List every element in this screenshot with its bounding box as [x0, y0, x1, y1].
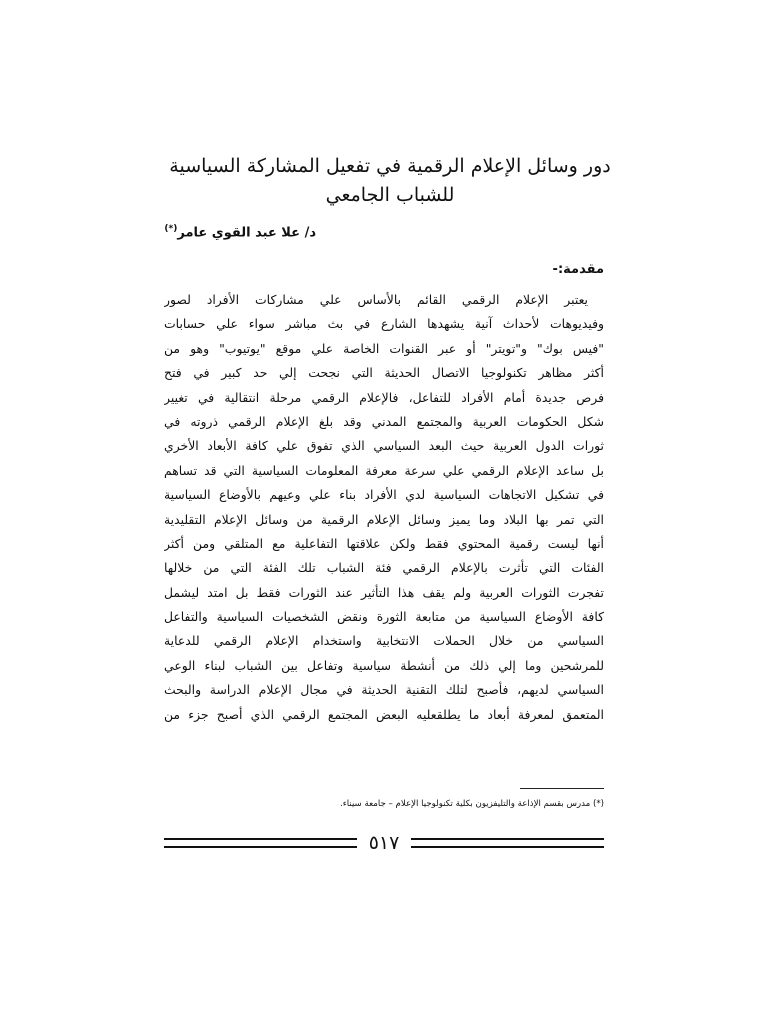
body-line: كافة الأوضاع السياسية من متابعة الثورة ونقض الشخصيات السياسية والتفاعل [164, 609, 604, 625]
body-line: ثورات الدول العربية حيث البعد السياسي الذي تفوق علي كافة الأبعاد الأخري [164, 438, 604, 454]
title-line-1: دور وسائل الإعلام الرقمية في تفعيل المشاركة السياسية [169, 155, 611, 177]
body-line: في تشكيل الاتجاهات السياسية لدي الأفراد بناء علي وعيهم بالأوضاع السياسية [164, 487, 604, 503]
body-line: وفيديوهات لأحداث آنية يشهدها الشارع في بث مباشر سواء علي حسابات [164, 316, 604, 332]
body-line: شكل الحكومات العربية والمجتمع المدني وقد بلغ الإعلام الرقمي ذروته في [164, 413, 604, 429]
body-line: فرص جديدة أمام الأفراد للتفاعل، فالإعلام الرقمي مرحلة انتقالية في تغيير [164, 389, 604, 405]
body-line: المتعمق لمعرفة أبعاد ما يطلقعليه البعض المجتمع الرقمي الذي أصبح جزء من [164, 706, 604, 722]
author-name [164, 224, 316, 240]
body-line: التي تمر بها البلاد وما يميز وسائل الإعلام الرقمية من وسائل الإعلام التقليدية [164, 511, 604, 527]
body-line: السياسي لديهم، فأصبح لتلك التقنية الحديثة في مجال الإعلام الدراسة والبحث [164, 682, 604, 698]
article-title [150, 152, 630, 210]
body-line: بل ساعد الإعلام الرقمي علي سرعة معرفة المعلومات السياسية التي قد تساهم [164, 462, 604, 478]
page-number-left-rule [164, 838, 357, 848]
body-line: السياسي من خلال الحملات الانتخابية واستخدام الإعلام الرقمي للدعاية [164, 633, 604, 649]
page-number-right-rule [411, 838, 604, 848]
body-line: أكثر مظاهر تكنولوجيا الاتصال الحديثة التي نجحت إلي حد كبير في فتح [164, 365, 604, 381]
body-line: أنها ليست رقمية المحتوي فقط ولكن علاقتها التفاعلية مع المتلقي ومن أكثر [164, 535, 604, 551]
footnote-text: (*) مدرس بقسم الإذاعة والتليفزيون بكلية تكنولوجيا الإعلام – جامعة سيناء. [339, 799, 604, 809]
body-line: يعتبر الإعلام الرقمي القائم بالأساس علي مشاركات الأفراد لصور [164, 292, 588, 307]
body-paragraph [164, 288, 604, 727]
body-line: الفئات التي تأثرت بالإعلام الرقمي فئة الشباب تلك الفئة التي من خلالها [164, 560, 604, 576]
page-number-bar [164, 830, 604, 856]
body-line: تفجرت الثورات العربية ولم يقف هذا التأثير عند الثورات فقط بل امتد ليشمل [164, 584, 604, 600]
section-heading: مقدمة:- [552, 262, 604, 277]
footnote-separator [520, 788, 604, 789]
body-line: "فيس بوك" و"تويتر" أو عبر القنوات الخاصة علي موقع "يوتيوب" وهو من [164, 340, 604, 356]
author-text: د/ علا عبد القوي عامر [177, 225, 316, 241]
title-line-2: للشباب الجامعي [325, 184, 455, 206]
page-number: ٥١٧ [368, 832, 400, 854]
body-line: للمرشحين وما إلي ذلك من أنشطة سياسية وتفاعل بين الشباب لبناء الوعي [164, 657, 604, 673]
author-footnote-mark: (*) [164, 224, 178, 234]
